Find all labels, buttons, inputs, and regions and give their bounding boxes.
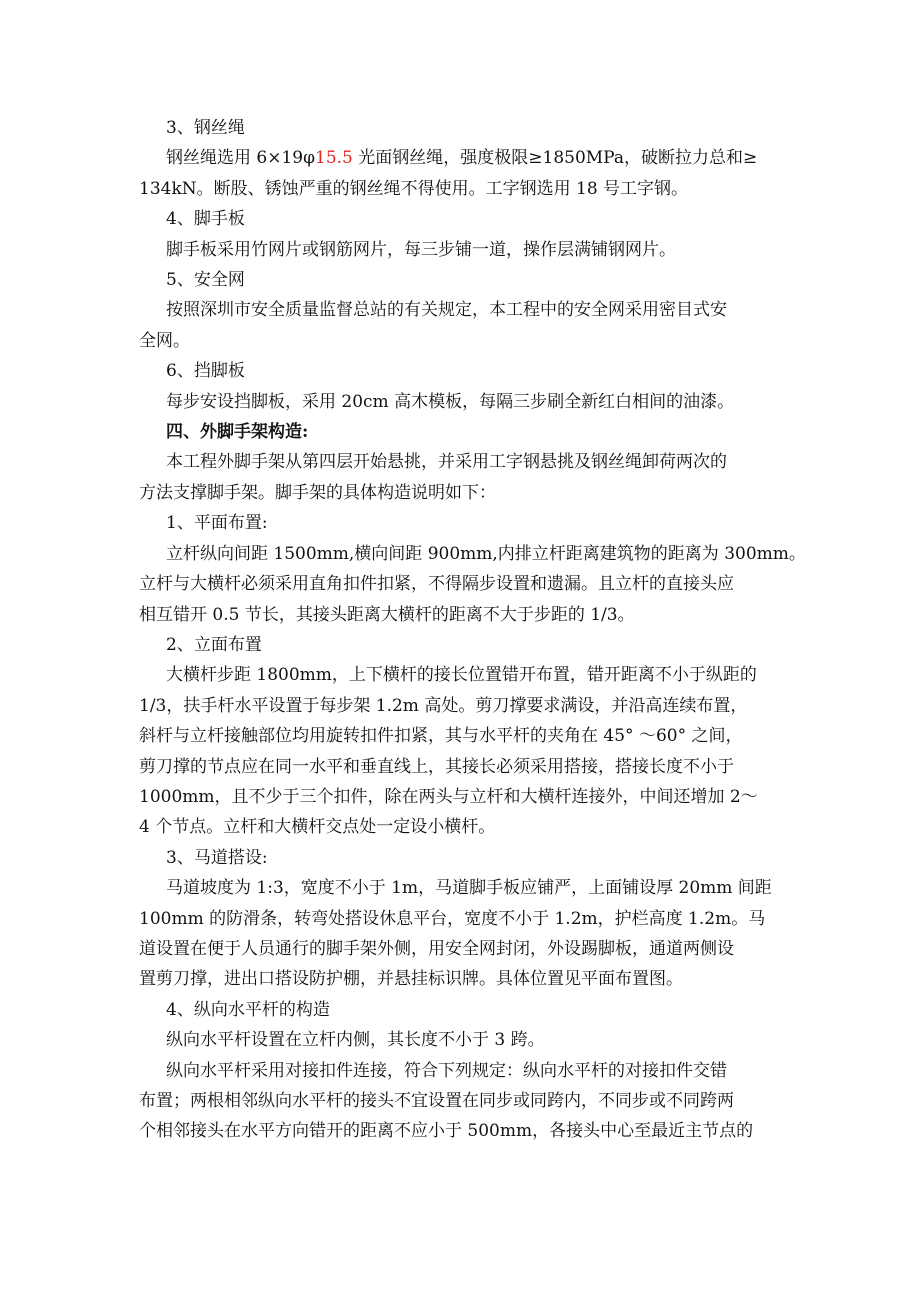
elevation-line-4: 剪刀撑的节点应在同一水平和垂直线上，其接长必须采用搭接，搭接长度不小于 <box>139 756 734 777</box>
elevation-line-2: 1/3，扶手杆水平设置于每步架 1.2m 高处。剪刀撑要求满设，并沿高连续布置， <box>139 695 748 716</box>
elevation-line-5: 1000mm，且不少于三个扣件，除在两头与立杆和大横杆连接外，中间还增加 2～ <box>139 786 758 807</box>
horizontal-bar-line-2: 布置；两根相邻纵向水平杆的接头不宜设置在同步或同跨内，不同步或不同跨两 <box>139 1091 734 1111</box>
horizontal-bar-text-1: 纵向水平杆设置在立杆内侧，其长度不小于 3 跨。 <box>166 1030 545 1051</box>
construction-intro-line-1: 本工程外脚手架从第四层开始悬挑，并采用工字钢悬挑及钢丝绳卸荷两次的 <box>166 452 727 473</box>
steel-rope-line-1 <box>166 143 786 173</box>
section-4-title: 4、脚手板 <box>166 209 245 230</box>
ramp-line-4: 置剪刀撑，进出口搭设防护棚，并悬挂标识牌。具体位置见平面布置图。 <box>139 969 683 990</box>
section-6-title: 6、挡脚板 <box>166 361 245 382</box>
horizontal-bar-line-1: 纵向水平杆采用对接扣件连接，符合下列规定：纵向水平杆的对接扣件交错 <box>166 1060 727 1081</box>
horizontal-bar-line-3: 个相邻接头在水平方向错开的距离不应小于 500mm，各接头中心至最近主节点的 <box>139 1121 754 1142</box>
subsection-1-title: 1、平面布置: <box>166 513 268 534</box>
document-body <box>139 113 806 1147</box>
elevation-line-6: 4 个节点。立杆和大横杆交点处一定设小横杆。 <box>139 817 496 838</box>
safety-net-line-2: 全网。 <box>139 330 190 351</box>
chapter-4-heading: 四、外脚手架构造: <box>166 422 309 443</box>
plan-layout-line-3: 相互错开 0.5 节长，其接头距离大横杆的距离不大于步距的 1/3。 <box>139 604 635 625</box>
subsection-2-title: 2、立面布置 <box>166 634 262 655</box>
ramp-line-2: 100mm 的防滑条，转弯处搭设休息平台，宽度不小于 1.2m，护栏高度 1.2m。马 <box>139 908 766 929</box>
highlight-value: 15.5 <box>315 148 353 169</box>
scaffold-board-text: 脚手板采用竹网片或钢筋网片，每三步铺一道，操作层满铺钢网片。 <box>166 239 676 260</box>
plan-layout-line-1: 立杆纵向间距 1500mm,横向间距 900mm,内排立杆距离建筑物的距离为 300mm。 <box>166 543 806 564</box>
steel-rope-line-2: 134kN。断股、锈蚀严重的钢丝绳不得使用。工字钢选用 18 号工字钢。 <box>139 178 689 199</box>
safety-net-line-1: 按照深圳市安全质量监督总站的有关规定，本工程中的安全网采用密目式安 <box>166 300 727 321</box>
text-run: 光面钢丝绳，强度极限≥1850MPa，破断拉力总和≥ <box>352 148 758 169</box>
ramp-line-1: 马道坡度为 1:3，宽度不小于 1m，马道脚手板应铺严，上面铺设厚 20mm 间距 <box>166 878 772 899</box>
toe-board-text: 每步安设挡脚板，采用 20cm 高木模板，每隔三步刷全新红白相间的油漆。 <box>166 391 735 412</box>
text-run: 钢丝绳选用 6×19φ <box>166 148 315 169</box>
construction-intro-line-2: 方法支撑脚手架。脚手架的具体构造说明如下： <box>139 482 496 503</box>
elevation-line-1: 大横杆步距 1800mm，上下横杆的接长位置错开布置，错开距离不小于纵距的 <box>166 665 757 686</box>
plan-layout-line-2: 立杆与大横杆必须采用直角扣件扣紧，不得隔步设置和遗漏。且立杆的直接头应 <box>139 574 734 595</box>
subsection-4-title: 4、纵向水平杆的构造 <box>166 999 330 1020</box>
section-5-title: 5、安全网 <box>166 270 245 291</box>
ramp-line-3: 道设置在便于人员通行的脚手架外侧，用安全网封闭，外设踢脚板，通道两侧设 <box>139 938 734 959</box>
elevation-line-3: 斜杆与立杆接触部位均用旋转扣件扣紧，其与水平杆的夹角在 45° ～60° 之间， <box>139 726 743 747</box>
section-3-title: 3、钢丝绳 <box>166 118 245 138</box>
subsection-3-title: 3、马道搭设: <box>166 847 268 868</box>
